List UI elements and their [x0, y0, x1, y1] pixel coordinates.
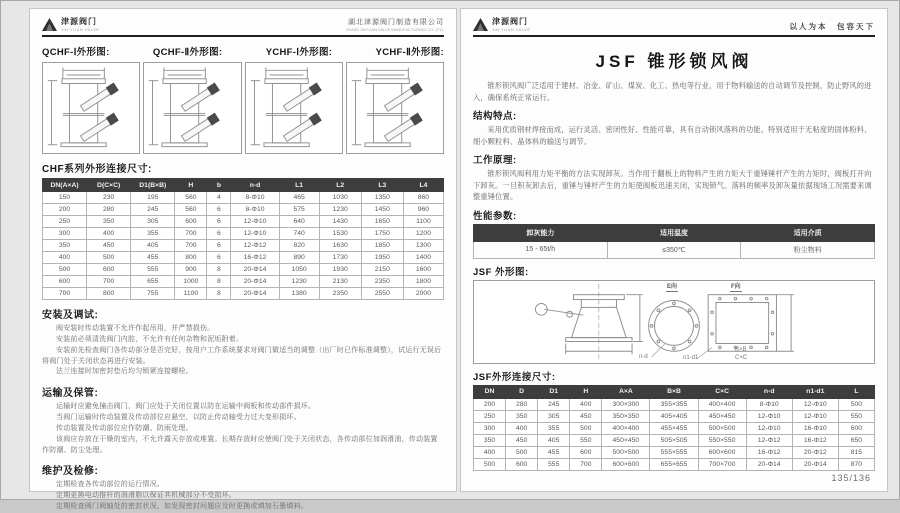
- drawing-qchf-2: [143, 62, 241, 154]
- column-header: C×C: [698, 385, 746, 398]
- table-cell: 1630: [319, 240, 361, 252]
- table-cell: 2130: [319, 276, 361, 288]
- company-subtext: HUBEI JINYUAN VALVE MANUFACTURING CO.,LTD.: [346, 27, 444, 32]
- table-row: [43, 288, 444, 300]
- table-cell: 200: [474, 398, 506, 410]
- header-row: [43, 179, 444, 192]
- table-cell: 465: [279, 192, 319, 204]
- view-e-label: E向: [666, 283, 678, 292]
- table-cell: 250: [43, 216, 87, 228]
- table-cell: 1530: [319, 228, 361, 240]
- section-title-features: 结构特点:: [473, 111, 517, 123]
- table-cell: 280: [87, 204, 131, 216]
- table-cell: 1030: [319, 192, 361, 204]
- table-cell: 8: [207, 264, 231, 276]
- table-cell: 500: [87, 252, 131, 264]
- section-maintenance: [42, 462, 444, 513]
- table-cell: 505×505: [650, 434, 698, 446]
- table-cell: 655×655: [650, 458, 698, 470]
- table-row: [474, 458, 875, 470]
- table-cell: 815: [838, 446, 874, 458]
- table-cell: 16-Φ12: [746, 446, 792, 458]
- table-cell: 6: [207, 240, 231, 252]
- section-title-principle: 工作原理:: [473, 155, 517, 167]
- table-cell: 6: [207, 228, 231, 240]
- column-header: H: [570, 385, 602, 398]
- table-row: [43, 252, 444, 264]
- paragraph-line: 法兰连接时加密封垫后均匀锁紧连接螺栓。: [56, 368, 193, 376]
- table-cell: 1930: [319, 264, 361, 276]
- table-cell: 1100: [175, 288, 207, 300]
- table-row: [43, 216, 444, 228]
- table-cell: 1350: [361, 192, 403, 204]
- table-cell: 450×450: [698, 410, 746, 422]
- table-cell: 1730: [319, 252, 361, 264]
- table-cell: 1800: [403, 276, 443, 288]
- paragraph-line: 定期检查阀门阀轴处的密封状况，如发现密封问题应及时更换或填加石墨填料。: [56, 503, 308, 511]
- paragraph-line: 运输时应避免撞击阀门，阀门应处于关闭位置以防在运输中阀板和传动部件损坏。: [56, 403, 316, 411]
- table-cell: 2350: [319, 288, 361, 300]
- table-cell: 8: [207, 276, 231, 288]
- table-cell: 6: [207, 216, 231, 228]
- table-cell: 800: [87, 288, 131, 300]
- table-cell: 1300: [403, 240, 443, 252]
- table-cell: 150: [43, 192, 87, 204]
- column-header: D: [506, 385, 538, 398]
- column-header: B×B: [650, 385, 698, 398]
- table-cell: 450×450: [602, 434, 650, 446]
- drawing-row: [42, 62, 444, 154]
- table-cell: 450: [87, 240, 131, 252]
- table-cell: 500: [838, 398, 874, 410]
- table-row: [43, 240, 444, 252]
- table-cell: 1000: [175, 276, 207, 288]
- table-cell: 20-Φ14: [231, 264, 279, 276]
- table-row: [43, 276, 444, 288]
- table-cell: 700: [175, 240, 207, 252]
- table-cell: 280: [506, 398, 538, 410]
- table-row: [43, 264, 444, 276]
- table-cell: 1200: [403, 228, 443, 240]
- paragraph-line: 安装前先检查阀门各传动部分是否完好，按用户工作系统要求对阀门做适当的调整（出厂时已作标准调整），试运行无误后将阀门处于关闭状态再进行安装。: [42, 346, 442, 365]
- table-cell: 8-Φ10: [231, 192, 279, 204]
- table-cell: 740: [279, 228, 319, 240]
- table-cell: 600: [175, 216, 207, 228]
- performance-params-table: [473, 224, 875, 259]
- table-cell: 1400: [403, 252, 443, 264]
- jsf-outline-drawing: [473, 280, 875, 364]
- table-cell: ≤350℃: [607, 241, 741, 258]
- header-row: [474, 385, 875, 398]
- table-cell: 1430: [319, 216, 361, 228]
- table-cell: 600: [570, 446, 602, 458]
- table-cell: 455: [538, 446, 570, 458]
- table-cell: 700: [175, 228, 207, 240]
- table-cell: 1230: [319, 204, 361, 216]
- paragraph-line: 安装前必须清洗阀门内腔，不允许有任何杂物和泥垢附着。: [56, 335, 244, 343]
- section-title: 维护及检修:: [42, 466, 99, 478]
- paragraph-line: 传动装置及传动部位应作防潮、防雨处理。: [56, 424, 193, 432]
- table-cell: 12-Φ10: [746, 410, 792, 422]
- table-cell: 195: [131, 192, 175, 204]
- table-cell: 16-Φ12: [231, 252, 279, 264]
- drawing-ychf-2: [346, 62, 444, 154]
- table-row: [474, 241, 875, 258]
- principle-text: 锥形锁风阀利用力矩平衡的方法实现卸灰。当作用于翻板上的物料产生的力矩大于重锤锤杆产生的力矩时，阀板打开向下卸灰。一旦积灰卸去后，重锤与锤杆产生的力矩使阀板迅速关闭，实现锁气。落料的频率及卸灰量依据现场工况需要来调整重锤位置。: [473, 169, 872, 202]
- page-number: 135/136: [831, 473, 871, 483]
- table-cell: 6: [207, 252, 231, 264]
- table-cell: 650: [838, 434, 874, 446]
- paragraph-line: 当阀门运输时传动装置及传动部位应悬空，以防止传动轴受力过大变形损坏。: [56, 414, 301, 422]
- column-header: H: [175, 179, 207, 192]
- table-cell: 640: [279, 216, 319, 228]
- dim-b-label: B×B: [735, 347, 747, 354]
- paragraph-line: 该阀应存放在干燥的室内，不允许露天存放或堆置。长期存放时应使阀门处于关闭状态，各传动部位加润滑油，传动装置作防潮、防尘处理。: [42, 435, 438, 454]
- table-cell: 890: [279, 252, 319, 264]
- table-cell: 1380: [279, 288, 319, 300]
- table-cell: 500: [474, 458, 506, 470]
- table-cell: 16-Φ12: [792, 434, 838, 446]
- drawing-title: YCHF-Ⅱ外形图:: [375, 47, 444, 58]
- chf-table-title: CHF系列外形连接尺寸:: [42, 164, 152, 175]
- column-header: L1: [279, 179, 319, 192]
- table-cell: 500×500: [602, 446, 650, 458]
- table-cell: 20-Φ14: [231, 276, 279, 288]
- product-intro: 锥形锁风阀广泛适用于建材、冶金、矿山、煤炭、化工、热电等行业，用于物料输送的自动调节及控制，防止野风的进入，确保系统正常运行。: [473, 81, 872, 102]
- table-cell: 755: [131, 288, 175, 300]
- table-cell: 600: [506, 458, 538, 470]
- table-cell: 1050: [279, 264, 319, 276]
- table-cell: 6: [207, 204, 231, 216]
- table-row: [43, 192, 444, 204]
- table-cell: 600: [43, 276, 87, 288]
- page-header: [473, 16, 875, 37]
- table-cell: 550: [838, 410, 874, 422]
- table-cell: 450: [506, 434, 538, 446]
- table-cell: 355×355: [650, 398, 698, 410]
- table-cell: 230: [87, 192, 131, 204]
- table-cell: 450: [570, 410, 602, 422]
- column-header: n-d: [231, 179, 279, 192]
- brand-block: [473, 16, 531, 32]
- jsf-valve-schematic-icon: [474, 281, 874, 363]
- view-f-label: F向: [730, 283, 742, 292]
- table-cell: 400: [506, 422, 538, 434]
- table-cell: 300×300: [602, 398, 650, 410]
- table-cell: 1230: [279, 276, 319, 288]
- column-header: b: [207, 179, 231, 192]
- table-cell: 350: [506, 410, 538, 422]
- table-cell: 1600: [403, 264, 443, 276]
- table-cell: 560: [175, 204, 207, 216]
- column-header: DN(A×A): [43, 179, 87, 192]
- page-left: [29, 8, 457, 511]
- table-cell: 600×600: [602, 458, 650, 470]
- column-header: L2: [319, 179, 361, 192]
- paragraph-line: 定期更换电动推杆的润滑脂以保证其机械部分不受损坏。: [56, 492, 236, 500]
- table-cell: 350: [43, 240, 87, 252]
- company-logo-icon: [473, 18, 488, 31]
- table-cell: 500: [43, 264, 87, 276]
- paragraph-line: 定期检查各传动部位的运行情况。: [56, 481, 164, 489]
- product-title: JSF 锥形锁风阀: [595, 52, 753, 71]
- table-cell: 555: [538, 458, 570, 470]
- table-cell: 20-Φ14: [792, 458, 838, 470]
- table-cell: 555×555: [650, 446, 698, 458]
- table-cell: 305: [538, 410, 570, 422]
- company-name: 湖北津源阀门制造有限公司: [348, 19, 444, 26]
- table-cell: 300: [43, 228, 87, 240]
- column-header: n-d: [746, 385, 792, 398]
- table-cell: 16-Φ10: [792, 422, 838, 434]
- table-cell: 655: [131, 276, 175, 288]
- table-cell: 300: [474, 422, 506, 434]
- table-cell: 12-Φ10: [746, 422, 792, 434]
- table-row: [474, 422, 875, 434]
- company-logo-icon: [42, 18, 57, 31]
- features-text: 采用优质钢材焊接而成，运行灵活、密闭性好、性能可靠，具有自动锁风落料的功能。特别适用于无粘度的固体粉料、细小颗粒料、晶体料的输送与调节。: [473, 125, 872, 146]
- table-cell: 350: [474, 434, 506, 446]
- table-cell: 600: [87, 264, 131, 276]
- table-cell: 405: [131, 240, 175, 252]
- dim-c-label: C×C: [735, 355, 748, 362]
- table-cell: 305: [131, 216, 175, 228]
- section-transport: [42, 384, 444, 456]
- table-cell: 1850: [361, 240, 403, 252]
- table-cell: 455×455: [650, 422, 698, 434]
- brand-name: 津源阀门: [61, 17, 97, 26]
- drawing-title: YCHF-Ⅰ外形图:: [265, 47, 333, 58]
- brand-subtext: JIN YUAN VALVE: [61, 27, 100, 32]
- table-cell: 550: [570, 434, 602, 446]
- table-cell: 粉尘物料: [741, 241, 875, 258]
- bolt-round-label: n-d: [639, 354, 648, 361]
- section-title: 安装及调试:: [42, 310, 99, 321]
- table-cell: 600: [838, 422, 874, 434]
- table-cell: 400×400: [602, 422, 650, 434]
- header-row: [474, 224, 875, 241]
- column-header: 卸灰能力: [474, 224, 608, 241]
- bolt-square-label: n1-d1: [683, 355, 699, 362]
- section-title-dims: JSF外形连接尺寸:: [473, 371, 556, 383]
- table-cell: 12-Φ10: [231, 216, 279, 228]
- table-cell: 12-Φ12: [746, 434, 792, 446]
- drawing-title: QCHF-Ⅰ外形图:: [42, 47, 110, 58]
- table-row: [474, 446, 875, 458]
- table-cell: 20-Φ14: [746, 458, 792, 470]
- table-cell: 870: [838, 458, 874, 470]
- drawing-titles: [42, 44, 444, 58]
- table-cell: 1750: [361, 228, 403, 240]
- table-cell: 1950: [361, 252, 403, 264]
- header-slogan: 以人为本 包容天下: [789, 22, 875, 31]
- table-cell: 2150: [361, 264, 403, 276]
- column-header: DN: [474, 385, 506, 398]
- table-cell: 700: [570, 458, 602, 470]
- section-title: 运输及保管:: [42, 388, 99, 400]
- table-cell: 400: [43, 252, 87, 264]
- brand-name: 津源阀门: [492, 17, 528, 26]
- table-cell: 700: [87, 276, 131, 288]
- table-cell: 400: [474, 446, 506, 458]
- column-header: L4: [403, 179, 443, 192]
- table-cell: 350×350: [602, 410, 650, 422]
- table-cell: 900: [175, 264, 207, 276]
- column-header: 适用温度: [607, 224, 741, 241]
- table-cell: 15 - 65t/h: [474, 241, 608, 258]
- table-cell: 12-Φ10: [792, 398, 838, 410]
- table-cell: 8: [207, 288, 231, 300]
- table-cell: 20-Φ14: [231, 288, 279, 300]
- table-row: [474, 434, 875, 446]
- table-cell: 8-Φ10: [231, 204, 279, 216]
- table-cell: 500×500: [698, 422, 746, 434]
- table-cell: 555: [131, 264, 175, 276]
- table-cell: 500: [506, 446, 538, 458]
- table-cell: 455: [131, 252, 175, 264]
- table-cell: 800: [175, 252, 207, 264]
- table-cell: 355: [131, 228, 175, 240]
- column-header: D(C×C): [87, 179, 131, 192]
- table-cell: 12-Φ10: [792, 410, 838, 422]
- table-cell: 250: [474, 410, 506, 422]
- table-cell: 1450: [361, 204, 403, 216]
- paragraph-line: 阀安装时传动装置不允许作起吊用，并严禁损伤。: [56, 325, 215, 332]
- brand-block: [42, 16, 100, 32]
- column-header: A×A: [602, 385, 650, 398]
- table-cell: 405: [538, 434, 570, 446]
- table-cell: 575: [279, 204, 319, 216]
- column-header: 适用介质: [741, 224, 875, 241]
- table-cell: 12-Φ10: [231, 228, 279, 240]
- section-title-outline: JSF 外形图:: [473, 266, 529, 278]
- section-title-params: 性能参数:: [473, 210, 517, 222]
- page-header: [42, 16, 444, 37]
- table-row: [474, 410, 875, 422]
- column-header: D1(B×B): [131, 179, 175, 192]
- table-cell: 700×700: [698, 458, 746, 470]
- section-install: [42, 306, 444, 378]
- table-cell: 820: [279, 240, 319, 252]
- column-header: D1: [538, 385, 570, 398]
- table-row: [474, 398, 875, 410]
- column-header: L: [838, 385, 874, 398]
- table-cell: 245: [131, 204, 175, 216]
- drawing-title: QCHF-Ⅱ外形图:: [152, 47, 223, 58]
- page-right: [460, 8, 888, 492]
- table-cell: 500: [570, 422, 602, 434]
- table-cell: 1650: [361, 216, 403, 228]
- table-cell: 600×600: [698, 446, 746, 458]
- brand-subtext: JIN YUAN VALVE: [492, 27, 531, 32]
- table-cell: 860: [403, 192, 443, 204]
- table-cell: 400: [570, 398, 602, 410]
- table-cell: 2350: [361, 276, 403, 288]
- table-cell: 200: [43, 204, 87, 216]
- table-cell: 960: [403, 204, 443, 216]
- table-cell: 2550: [361, 288, 403, 300]
- table-cell: 550×550: [698, 434, 746, 446]
- table-cell: 20-Φ12: [792, 446, 838, 458]
- table-cell: 245: [538, 398, 570, 410]
- table-cell: 405×405: [650, 410, 698, 422]
- drawing-ychf-1: [245, 62, 343, 154]
- table-cell: 8-Φ10: [746, 398, 792, 410]
- table-cell: 700: [43, 288, 87, 300]
- table-cell: 400×400: [698, 398, 746, 410]
- table-row: [43, 204, 444, 216]
- table-cell: 350: [87, 216, 131, 228]
- drawing-qchf-1: [42, 62, 140, 154]
- table-cell: 2000: [403, 288, 443, 300]
- column-header: n1-d1: [792, 385, 838, 398]
- table-cell: 355: [538, 422, 570, 434]
- column-header: L3: [361, 179, 403, 192]
- table-cell: 560: [175, 192, 207, 204]
- table-row: [43, 228, 444, 240]
- table-cell: 4: [207, 192, 231, 204]
- table-cell: 400: [87, 228, 131, 240]
- table-cell: 12-Φ12: [231, 240, 279, 252]
- table-cell: 1100: [403, 216, 443, 228]
- chf-dimensions-table: [42, 178, 444, 300]
- jsf-dimensions-table: [473, 385, 875, 471]
